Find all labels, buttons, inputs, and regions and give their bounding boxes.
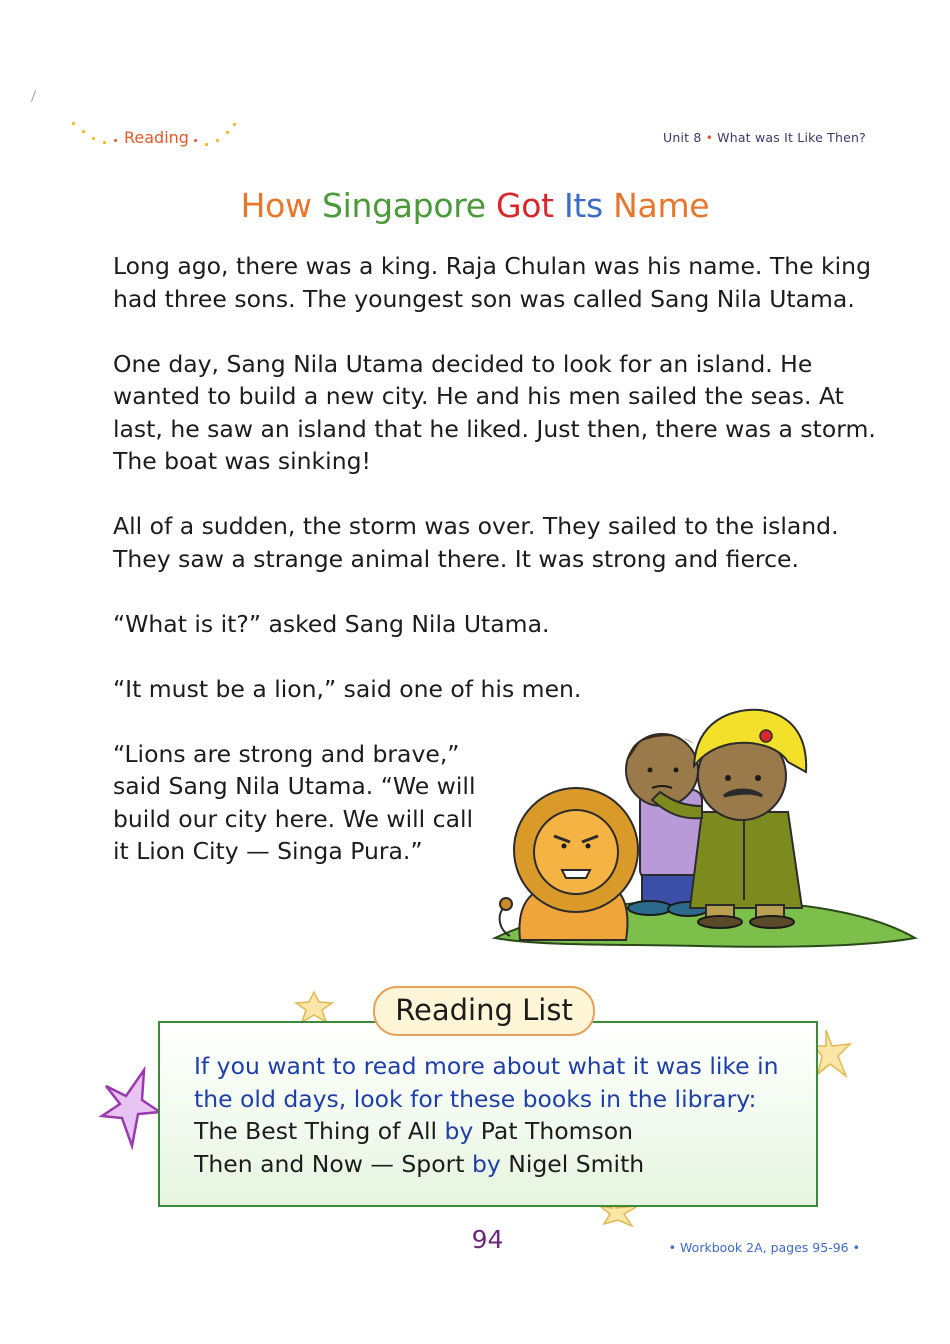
workbook-ref-text: Workbook 2A, pages 95-96: [680, 1240, 849, 1255]
story-paragraph: One day, Sang Nila Utama decided to look for an island. He wanted to build a new city. He and his men sailed the seas. At last, he saw an island that he liked. Just then, there was a storm. The boat was sinking!: [113, 349, 876, 475]
section-header: [70, 118, 270, 158]
unit-title: What was It Like Then?: [717, 130, 866, 145]
dot-decoration-icon: [92, 137, 95, 140]
workbook-reference: [665, 1240, 864, 1255]
story-paragraph: All of a sudden, the storm was over. They sailed to the island. They saw a strange animal there. It was strong and fierce.: [113, 512, 839, 573]
dot-decoration-icon: [103, 141, 106, 144]
reading-list-tab: Reading List: [373, 986, 595, 1036]
book-entry: [194, 1115, 824, 1148]
reading-list-intro: If you want to read more about what it was like in the old days, look for these books in the library:: [194, 1052, 779, 1113]
bullet-icon: •: [852, 1240, 860, 1255]
dot-decoration-icon: [233, 123, 236, 126]
book-title: The Best Thing of All: [194, 1117, 437, 1145]
lion-illustration: [500, 788, 638, 940]
book-author: Nigel Smith: [508, 1149, 645, 1178]
story-paragraph: “Lions are strong and brave,” said Sang Nila Utama. “We will build our city here. We will call it Lion City — Singa Pura.”: [113, 739, 476, 865]
story-paragraph: Long ago, there was a king. Raja Chulan was his name. The king had three sons. The youngest son was called Sang Nila Utama.: [113, 252, 871, 313]
dot-decoration-icon: [226, 131, 229, 134]
reading-list-text: [194, 1050, 824, 1180]
star-icon: [292, 990, 336, 1024]
scan-mark: [31, 90, 36, 102]
dot-decoration-icon: [114, 139, 117, 142]
book-by: by: [471, 1149, 501, 1178]
book-title: Then and Now — Sport: [194, 1149, 465, 1178]
title-word: Its: [563, 186, 603, 225]
story-paragraph: “It must be a lion,” said one of his men.: [113, 674, 582, 703]
title-word: Got: [495, 186, 554, 225]
section-label: Reading: [124, 128, 189, 147]
star-icon: [98, 1066, 162, 1150]
book-by: by: [444, 1117, 474, 1145]
page-number: 94: [471, 1225, 504, 1254]
dot-decoration-icon: [194, 139, 197, 142]
dot-decoration-icon: [205, 143, 208, 146]
book-author: Pat Thomson: [480, 1117, 634, 1145]
story-paragraph: “What is it?” asked Sang Nila Utama.: [113, 609, 550, 638]
title-word: How: [240, 186, 312, 225]
title-word: Name: [613, 186, 710, 225]
story-illustration: [490, 700, 920, 960]
bullet-icon: •: [668, 1240, 677, 1255]
page-title: [0, 186, 950, 225]
dot-decoration-icon: [216, 139, 219, 142]
title-word: Singapore: [321, 186, 486, 225]
dot-decoration-icon: [82, 130, 85, 133]
book-entry: [194, 1148, 824, 1181]
unit-header: [663, 130, 866, 145]
dot-decoration-icon: [72, 122, 75, 125]
separator-dot: •: [705, 130, 714, 145]
unit-label: Unit 8: [662, 130, 702, 145]
